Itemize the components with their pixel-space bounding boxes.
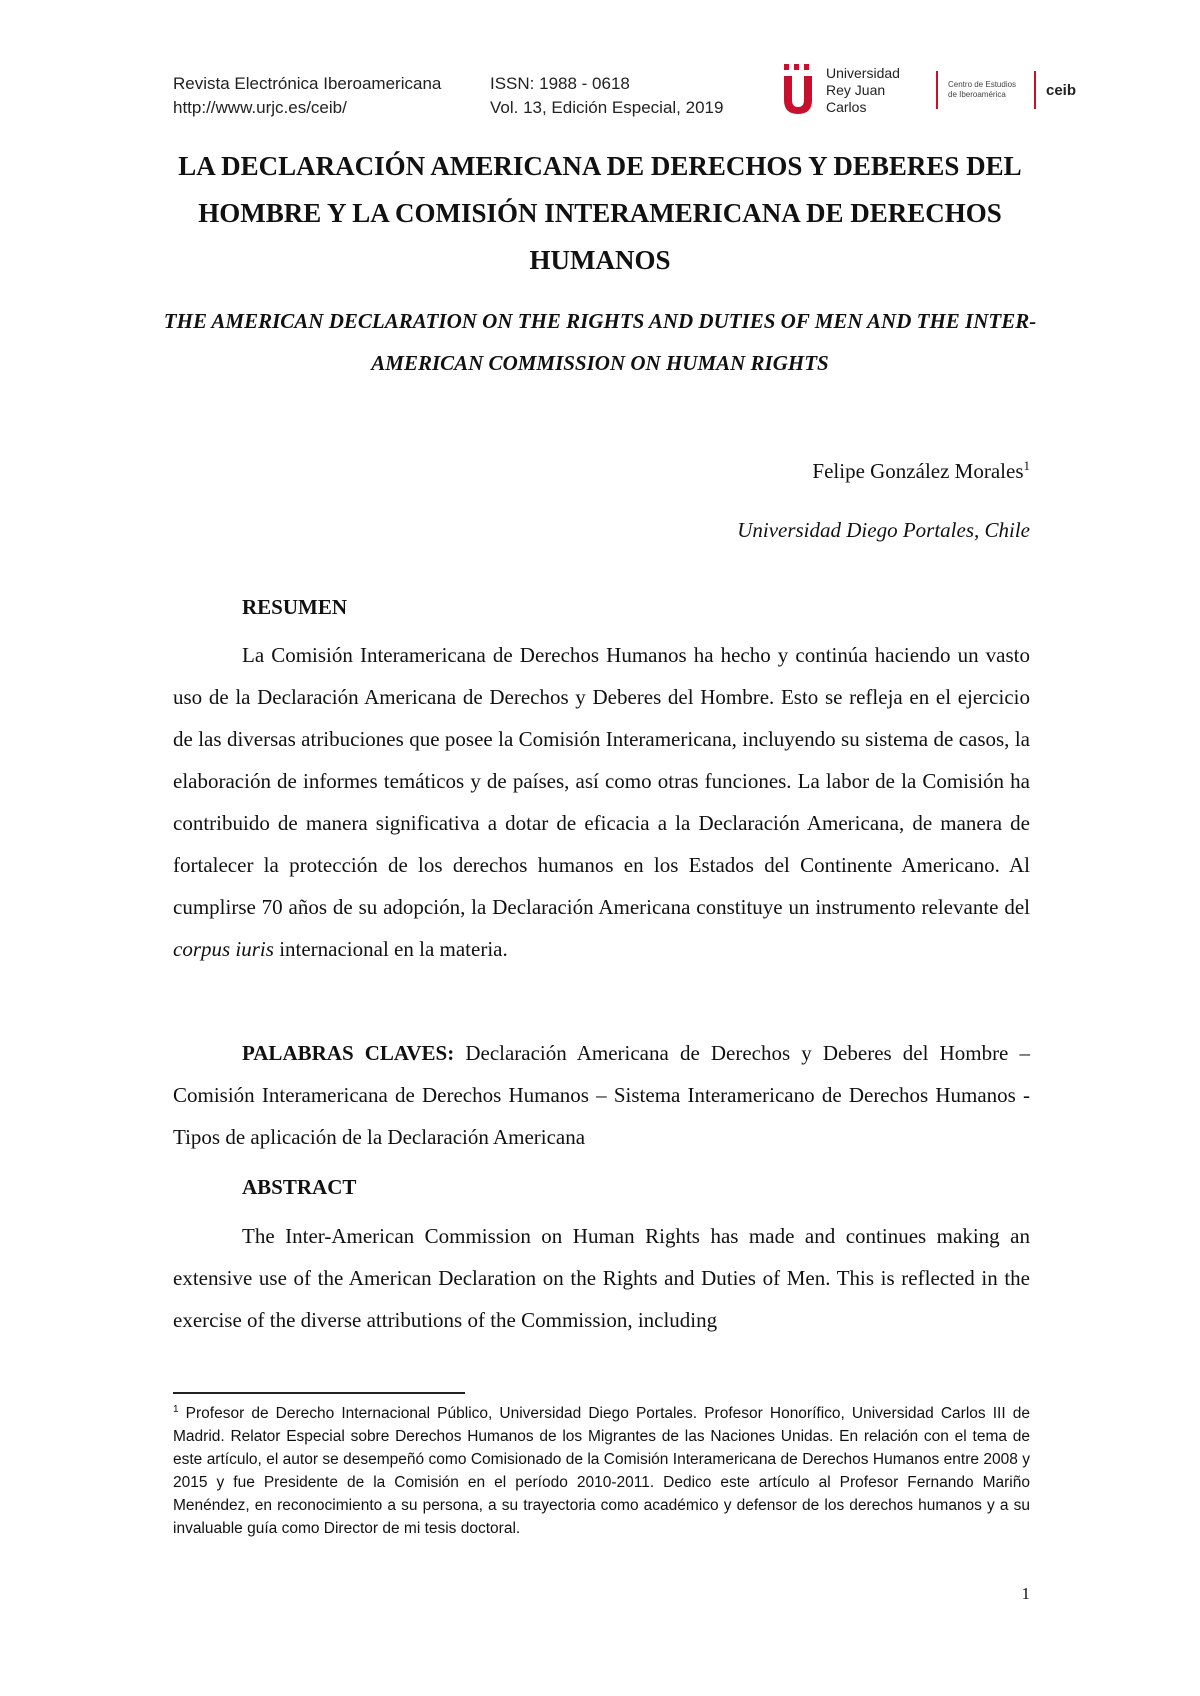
journal-name: Revista Electrónica Iberoamericana — [173, 74, 442, 93]
footnote-mark: 1 — [173, 1404, 179, 1415]
author-name: Felipe González Morales — [812, 459, 1024, 483]
journal-url[interactable]: http://www.urjc.es/ceib/ — [173, 98, 347, 117]
header-logos — [778, 60, 1076, 120]
article-title-es: LA DECLARACIÓN AMERICANA DE DERECHOS Y DEBERES DEL HOMBRE Y LA COMISIÓN INTERAMERICANA DE DERECHOS HUMANOS — [178, 151, 1022, 275]
logo-divider — [936, 71, 938, 109]
logo-divider — [1034, 71, 1036, 109]
author-line — [812, 458, 1030, 484]
footnote-text: Profesor de Derecho Internacional Público, Universidad Diego Portales. Profesor Honorífico, Universidad Carlos III de Madrid. Relator Especial sobre Derechos Humanos de los Migrantes de las Naciones Unidas. En relación con el tema de este artículo, el autor se desempeñó como Comisionado de la Comisión Interamericana de Derechos Humanos entre 2008 y 2015 y fue Presidente de la Comisión en el período 2010-2011. Dedico este artículo al Profesor Fernando Mariño Menéndez, en reconocimiento a su persona, a su trayectoria como académico y defensor de los derechos humanos y a su invaluable guía como Director de mi tesis doctoral. — [173, 1405, 1030, 1538]
keywords-label: PALABRAS CLAVES: — [242, 1041, 455, 1065]
journal-header-left — [173, 72, 441, 120]
resumen-paragraph: La Comisión Interamericana de Derechos Humanos ha hecho y continúa haciendo un vasto uso de la Declaración Americana de Derechos y Deberes del Hombre. Esto se refleja en el ejercicio de las diversas atribuciones que posee la Comisión Interamericana, incluyendo su sistema de casos, la elaboración de informes temáticos y de países, así como otras funciones. La labor de la Comisión ha contribuido de manera significativa a dotar de eficacia a la Declaración Americana, de manera de fortalecer la protección de los derechos humanos en los Estados del Continente Americano. Al cumplirse 70 años de su adopción, la Declaración Americana constituye un instrumento relevante del corpus iuris internacional en la materia. — [173, 643, 1030, 961]
abstract-paragraph: The Inter-American Commission on Human Rights has made and continues making an extensive use of the American Declaration on the Rights and Duties of Men. This is reflected in the exercise of the diverse attributions of the Commission, including — [173, 1224, 1030, 1332]
center-name: Centro de Estudios de Iberoamérica — [948, 80, 1017, 99]
abstract-heading: ABSTRACT — [242, 1175, 357, 1199]
article-title-en: THE AMERICAN DECLARATION ON THE RIGHTS AND DUTIES OF MEN AND THE INTER-AMERICAN COMMISSION ON HUMAN RIGHTS — [163, 309, 1037, 375]
author-affiliation: Universidad Diego Portales, Chile — [737, 518, 1030, 542]
page-number: 1 — [1021, 1584, 1030, 1603]
journal-header-middle — [490, 72, 723, 120]
journal-volume: Vol. 13, Edición Especial, 2019 — [490, 98, 724, 117]
keywords-text: Declaración Americana de Derechos y Deberes del Hombre – Comisión Interamericana de Derechos Humanos – Sistema Interamericano de Derechos Humanos - Tipos de aplicación de la Declaración Americana — [173, 1041, 1030, 1149]
university-logo-icon — [778, 62, 818, 118]
journal-issn: ISSN: 1988 - 0618 — [490, 74, 630, 93]
author-footnote-mark[interactable]: 1 — [1023, 458, 1030, 473]
latin-term: corpus iuris — [173, 937, 274, 961]
university-name: Universidad Rey Juan Carlos — [826, 64, 900, 115]
footnote — [173, 1398, 1030, 1540]
keywords-paragraph — [173, 1032, 1030, 1158]
resumen-heading: RESUMEN — [242, 595, 348, 619]
footnote-rule — [173, 1392, 465, 1394]
ceib-logo: ceib — [1046, 81, 1077, 99]
